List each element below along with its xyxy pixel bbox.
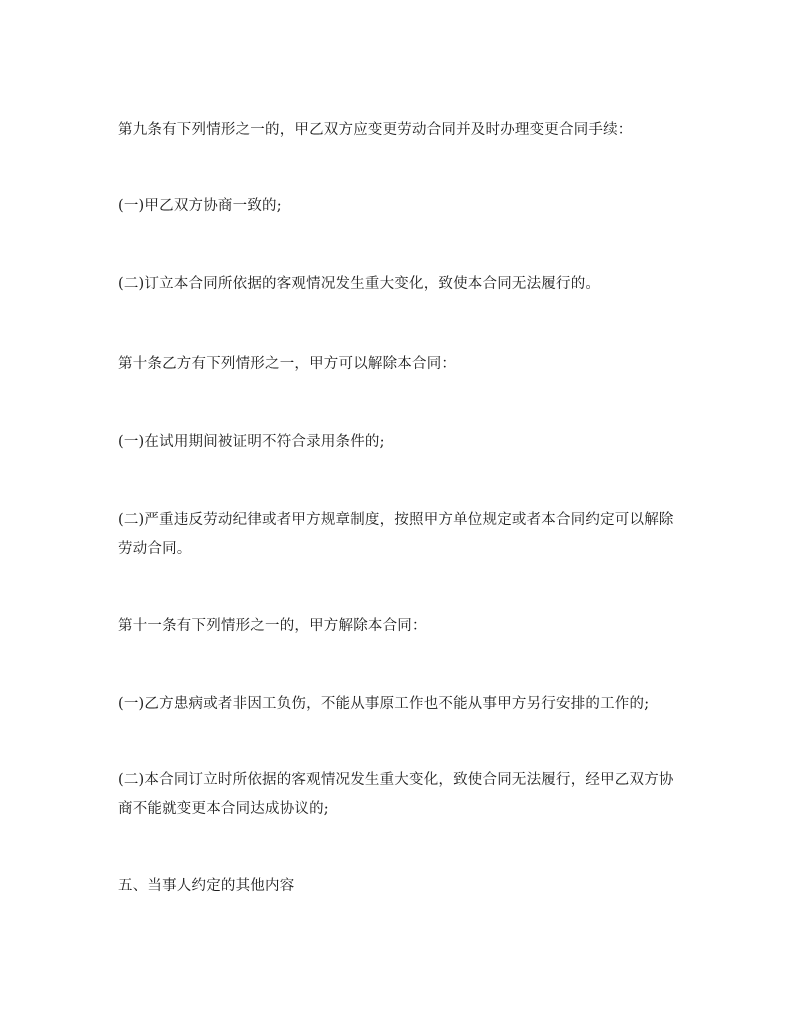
clause-11-item-2: (二)本合同订立时所依据的客观情况发生重大变化，致使合同无法履行，经甲乙双方协商不能就变更本合同达成协议的;: [118, 772, 674, 817]
clause-10-item-1: (一)在试用期间被证明不符合录用条件的;: [118, 434, 385, 450]
clause-9-heading: 第九条有下列情形之一的，甲乙双方应变更劳动合同并及时办理变更合同手续：: [118, 122, 633, 138]
clause-10-heading: 第十条乙方有下列情形之一，甲方可以解除本合同：: [118, 356, 457, 372]
section-5-heading: 五、当事人约定的其他内容: [118, 878, 295, 894]
clause-9-item-2: (二)订立本合同所依据的客观情况发生重大变化，致使本合同无法履行的。: [118, 276, 601, 292]
clause-10-item-2: (二)严重违反劳动纪律或者甲方规章制度，按照甲方单位规定或者本合同约定可以解除劳动合同。: [118, 512, 674, 557]
clause-9-item-1: (一)甲乙双方协商一致的;: [118, 198, 282, 214]
clause-11-item-1: (一)乙方患病或者非因工负伤，不能从事原工作也不能从事甲方另行安排的工作的;: [118, 696, 650, 712]
clause-11-heading: 第十一条有下列情形之一的，甲方解除本合同：: [118, 618, 427, 634]
